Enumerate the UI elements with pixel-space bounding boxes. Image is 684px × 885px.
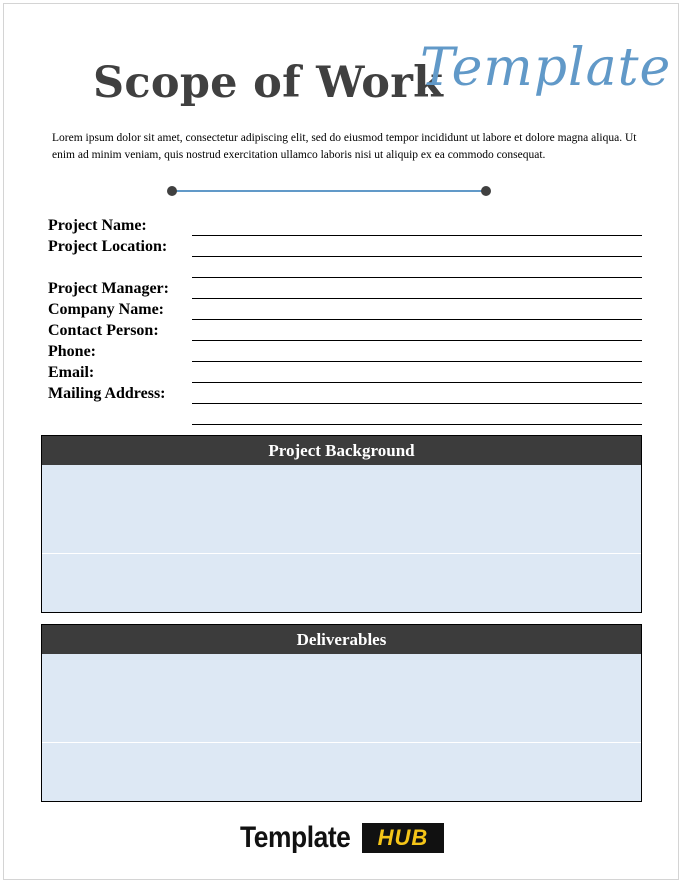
field-label-project-location: Project Location: xyxy=(48,238,168,255)
field-mailing-address xyxy=(48,383,642,404)
deliverables-section xyxy=(41,624,642,802)
field-label-project-name: Project Name: xyxy=(48,217,147,234)
field-project-location xyxy=(48,236,642,257)
field-label-mailing-address: Mailing Address: xyxy=(48,385,166,402)
intro-paragraph: Lorem ipsum dolor sit amet, consectetur adipiscing elit, sed do eiusmod tempor incididunt ut labore et dolore magna aliqua. Ut enim ad minim veniam, quis nostrud exercitation ullamco laboris nisi ut aliquip ex ea commodo consequat. xyxy=(52,132,637,161)
mailing-address-line-2[interactable] xyxy=(192,424,642,425)
logo-badge: HUB xyxy=(362,823,444,853)
templatehub-logo xyxy=(240,820,444,856)
field-project-name xyxy=(48,215,642,236)
logo-wordmark: Template xyxy=(240,821,351,854)
project-background-section xyxy=(41,435,642,613)
field-label-project-manager: Project Manager: xyxy=(48,280,169,297)
project-background-area-2[interactable] xyxy=(42,554,641,612)
field-label-email: Email: xyxy=(48,364,95,381)
field-company-name xyxy=(48,299,642,320)
field-mailing-address-extra xyxy=(48,404,642,425)
deliverables-header: Deliverables xyxy=(42,625,641,654)
divider-left-dot xyxy=(167,186,177,196)
deliverables-area-1[interactable] xyxy=(42,655,641,743)
project-background-area-1[interactable] xyxy=(42,466,641,554)
divider-right-dot xyxy=(481,186,491,196)
field-label-company-name: Company Name: xyxy=(48,301,164,318)
decorative-divider xyxy=(166,185,492,197)
deliverables-area-2[interactable] xyxy=(42,743,641,801)
field-label-phone: Phone: xyxy=(48,343,96,360)
field-phone xyxy=(48,341,642,362)
field-project-location-extra xyxy=(48,257,642,278)
document-title-script: Template xyxy=(420,38,672,98)
project-background-header: Project Background xyxy=(42,436,641,465)
field-contact-person xyxy=(48,320,642,341)
field-label-contact-person: Contact Person: xyxy=(48,322,159,339)
document-title: Scope of Work xyxy=(93,58,444,108)
field-project-manager xyxy=(48,278,642,299)
field-email xyxy=(48,362,642,383)
